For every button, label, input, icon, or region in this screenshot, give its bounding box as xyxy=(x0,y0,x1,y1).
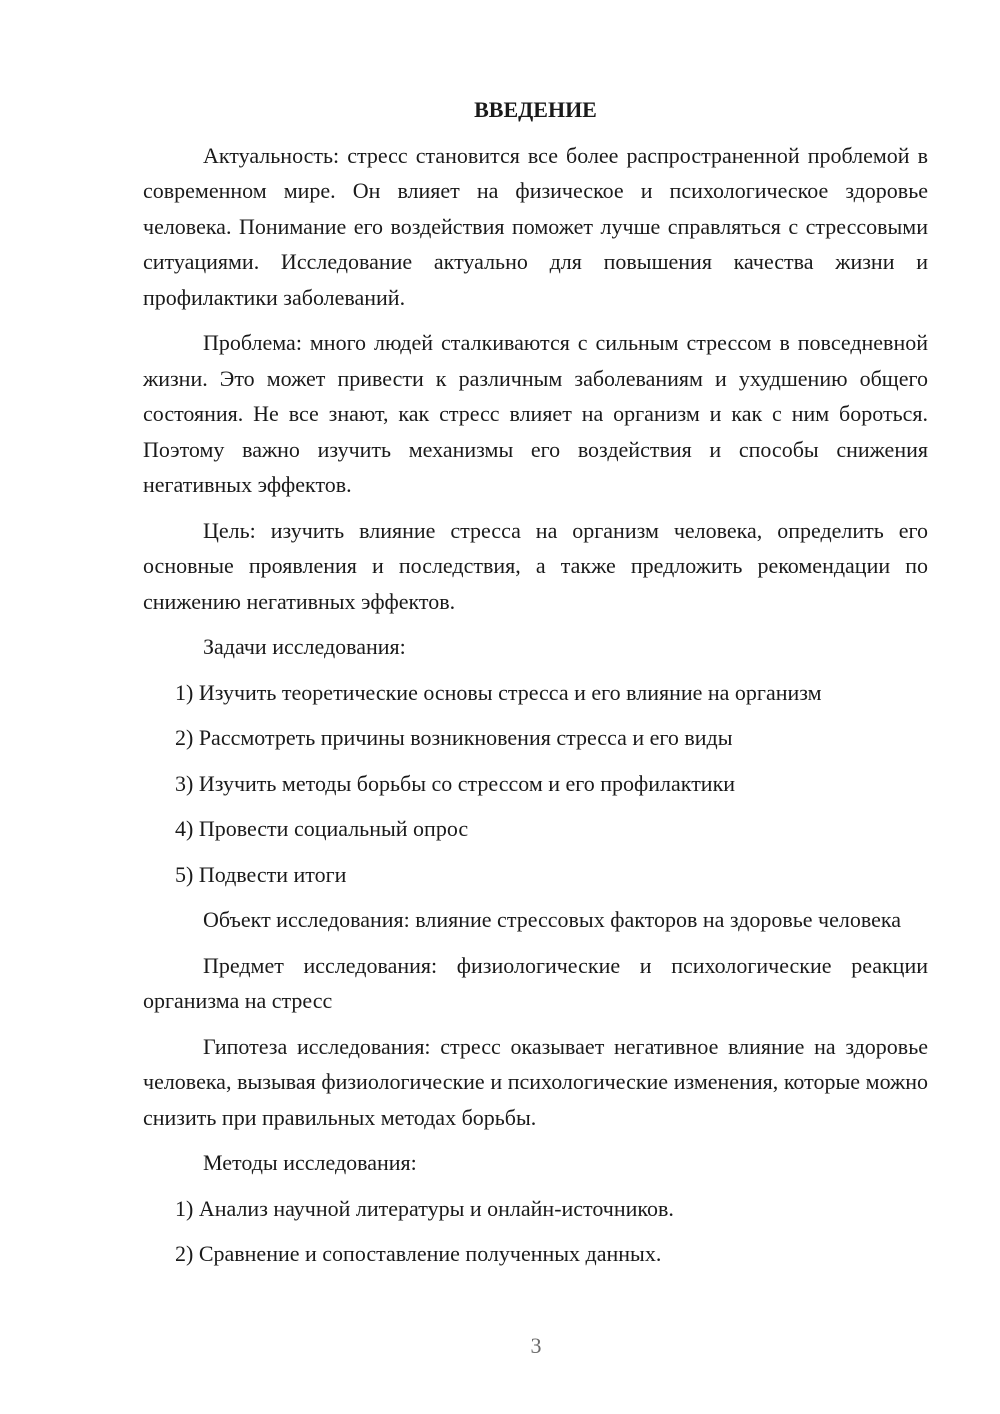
relevance-paragraph: Актуальность: стресс становится все более распространенной проблемой в современном мире. Он влияет на физическое и психологическое здоровье человека. Понимание его воздействия поможет лучше справляться с стрессовыми ситуациями. Исследование актуально для повышения качества жизни и профилактики заболеваний. xyxy=(143,142,928,310)
goal-paragraph: Цель: изучить влияние стресса на организм человека, определить его основные проявления и последствия, а также предложить рекомендации по снижению негативных эффектов. xyxy=(143,517,928,614)
task-item-5: 5) Подвести итоги xyxy=(175,861,347,887)
section-title: ВВЕДЕНИЕ xyxy=(474,97,597,122)
page-number: 3 xyxy=(530,1333,542,1358)
task-item-4: 4) Провести социальный опрос xyxy=(175,816,469,841)
method-item-2: 2) Сравнение и сопоставление полученных данных. xyxy=(175,1241,662,1266)
task-item-2: 2) Рассмотреть причины возникновения стресса и его виды xyxy=(175,725,733,750)
object-paragraph: Объект исследования: влияние стрессовых факторов на здоровье человека xyxy=(203,907,902,932)
task-item-1: 1) Изучить теоретические основы стресса и его влияние на организм xyxy=(175,679,822,705)
methods-heading: Методы исследования: xyxy=(203,1150,417,1175)
page-content xyxy=(143,92,928,1282)
hypothesis-paragraph: Гипотеза исследования: стресс оказывает негативное влияние на здоровье человека, вызывая физиологические и психологические изменения, которые можно снизить при правильных методах борьбы. xyxy=(143,1033,928,1130)
task-item-3: 3) Изучить методы борьбы со стрессом и его профилактики xyxy=(175,770,736,796)
method-item-1: 1) Анализ научной литературы и онлайн-источников. xyxy=(175,1195,674,1221)
subject-paragraph: Предмет исследования: физиологические и психологические реакции организма на стресс xyxy=(143,952,928,1013)
tasks-heading: Задачи исследования: xyxy=(203,634,406,659)
problem-paragraph: Проблема: много людей сталкиваются с сильным стрессом в повседневной жизни. Это может привести к различным заболеваниям и ухудшению общего состояния. Не все знают, как стресс влияет на организм и как с ним бороться. Поэтому важно изучить механизмы его воздействия и способы снижения негативных эффектов. xyxy=(143,330,928,497)
